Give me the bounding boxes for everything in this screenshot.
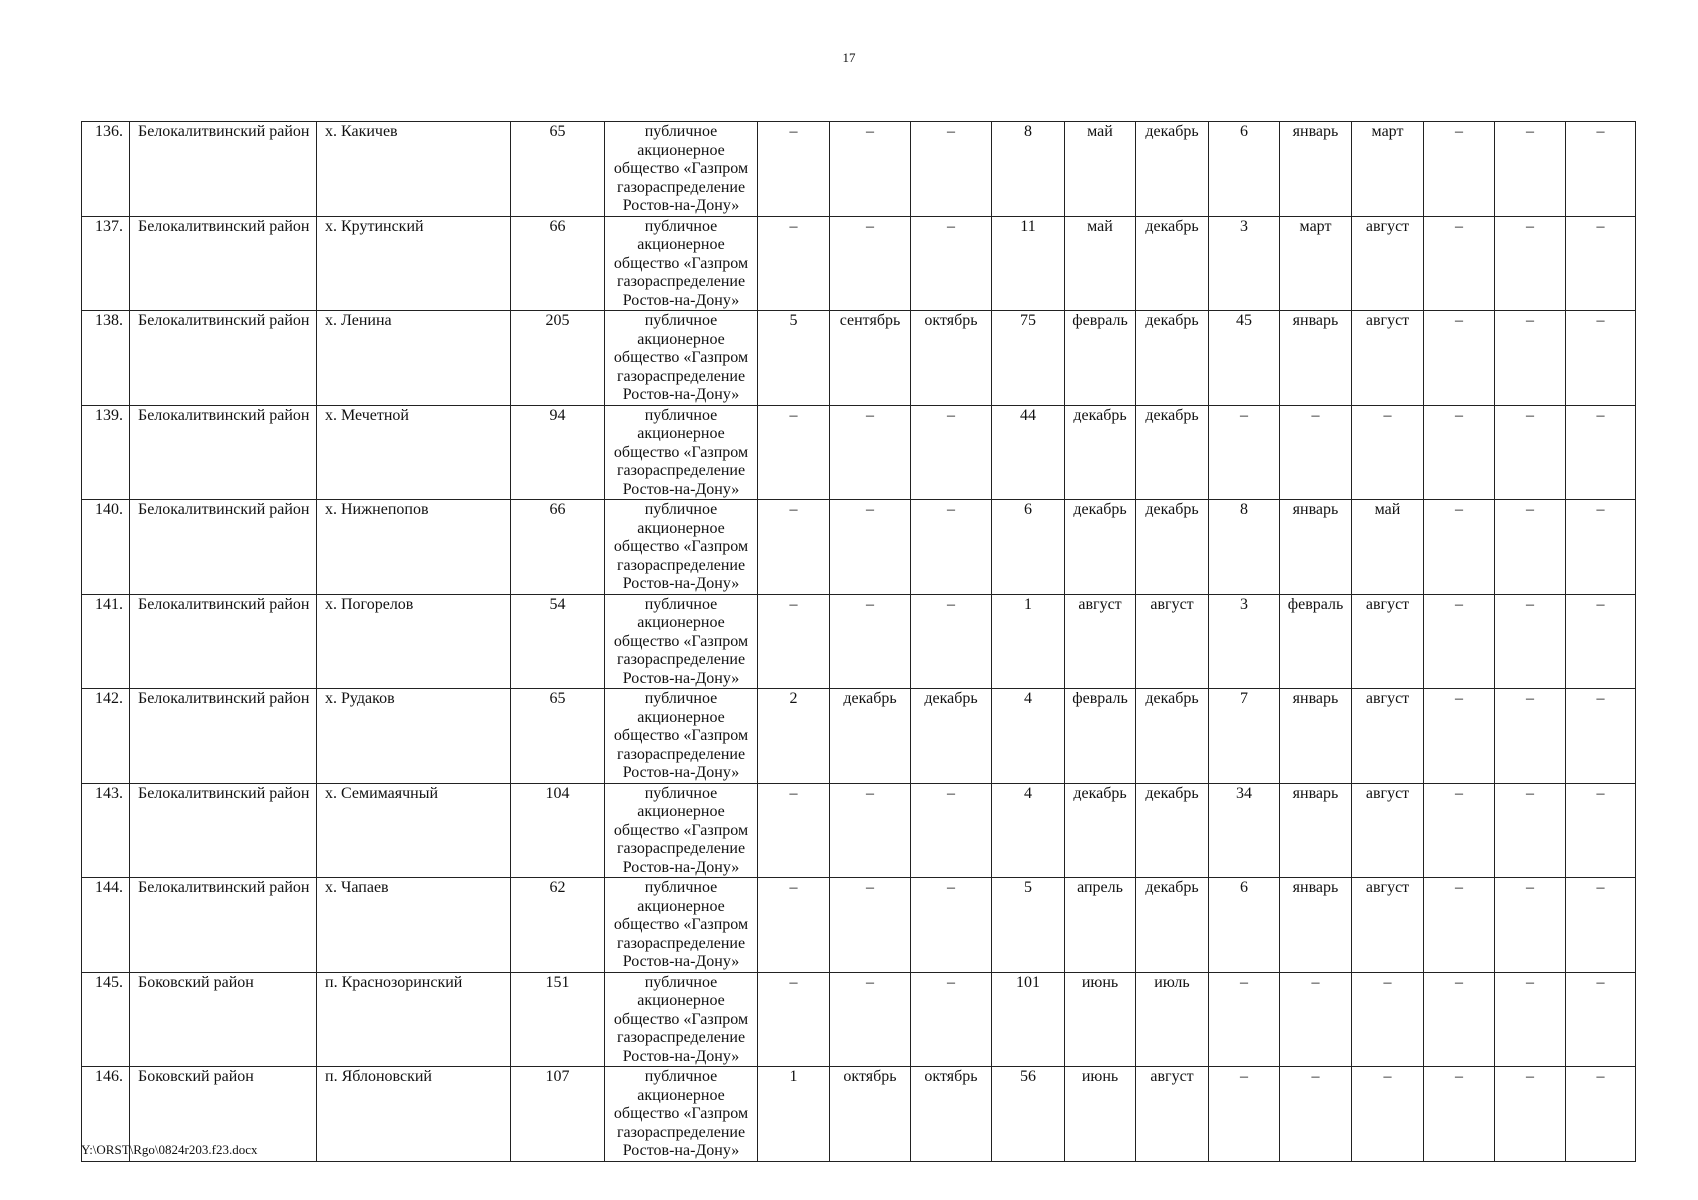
value-cell-4: 75 [992,311,1065,406]
table-row [82,216,1636,311]
value-cell-12: – [1566,311,1636,406]
locality-cell: х. Чапаев [317,878,511,973]
value-cell-3: – [911,500,992,595]
value-cell-5: апрель [1065,878,1136,973]
value-cell-5: декабрь [1065,500,1136,595]
locality-cell: х. Мечетной [317,405,511,500]
organization-cell: публичное акционерное общество «Газпром газораспределение Ростов-на-Дону» [605,1067,758,1162]
value-cell-10: – [1424,1067,1495,1162]
count-cell: 66 [511,500,605,595]
locality-cell: х. Какичев [317,122,511,217]
value-cell-5: август [1065,594,1136,689]
value-cell-11: – [1495,783,1566,878]
value-cell-4: 11 [992,216,1065,311]
value-cell-4: 56 [992,1067,1065,1162]
value-cell-1: – [758,216,830,311]
table-row [82,689,1636,784]
value-cell-7: 6 [1209,122,1280,217]
value-cell-4: 5 [992,878,1065,973]
table-row [82,311,1636,406]
value-cell-7: 45 [1209,311,1280,406]
value-cell-3: – [911,972,992,1067]
value-cell-9: – [1352,405,1424,500]
value-cell-11: – [1495,405,1566,500]
value-cell-6: август [1136,1067,1209,1162]
value-cell-6: декабрь [1136,405,1209,500]
row-number-cell: 140. [82,500,130,595]
page-number: 17 [842,50,856,65]
value-cell-6: декабрь [1136,122,1209,217]
value-cell-2: – [830,122,911,217]
value-cell-9: август [1352,216,1424,311]
count-cell: 107 [511,1067,605,1162]
value-cell-8: март [1280,216,1352,311]
count-cell: 66 [511,216,605,311]
value-cell-1: – [758,405,830,500]
value-cell-6: июль [1136,972,1209,1067]
value-cell-3: – [911,594,992,689]
value-cell-2: – [830,972,911,1067]
value-cell-4: 101 [992,972,1065,1067]
value-cell-5: февраль [1065,311,1136,406]
value-cell-2: – [830,783,911,878]
value-cell-1: – [758,783,830,878]
value-cell-10: – [1424,972,1495,1067]
value-cell-5: май [1065,122,1136,217]
value-cell-10: – [1424,122,1495,217]
row-number-cell: 143. [82,783,130,878]
row-number-cell: 138. [82,311,130,406]
district-cell: Белокалитвинский район [130,783,317,878]
value-cell-3: декабрь [911,689,992,784]
value-cell-6: декабрь [1136,216,1209,311]
value-cell-7: 3 [1209,216,1280,311]
locality-cell: х. Нижнепопов [317,500,511,595]
organization-cell: публичное акционерное общество «Газпром газораспределение Ростов-на-Дону» [605,878,758,973]
value-cell-8: февраль [1280,594,1352,689]
organization-cell: публичное акционерное общество «Газпром газораспределение Ростов-на-Дону» [605,216,758,311]
organization-cell: публичное акционерное общество «Газпром газораспределение Ростов-на-Дону» [605,783,758,878]
value-cell-2: – [830,500,911,595]
row-number-cell: 139. [82,405,130,500]
value-cell-3: – [911,878,992,973]
value-cell-8: – [1280,1067,1352,1162]
value-cell-6: декабрь [1136,311,1209,406]
value-cell-6: август [1136,594,1209,689]
district-cell: Белокалитвинский район [130,594,317,689]
value-cell-9: май [1352,500,1424,595]
value-cell-12: – [1566,122,1636,217]
value-cell-10: – [1424,311,1495,406]
value-cell-8: январь [1280,783,1352,878]
value-cell-7: – [1209,405,1280,500]
value-cell-9: август [1352,594,1424,689]
organization-cell: публичное акционерное общество «Газпром газораспределение Ростов-на-Дону» [605,405,758,500]
value-cell-1: 2 [758,689,830,784]
value-cell-3: – [911,122,992,217]
value-cell-8: январь [1280,500,1352,595]
value-cell-10: – [1424,500,1495,595]
value-cell-9: август [1352,878,1424,973]
locality-cell: х. Погорелов [317,594,511,689]
count-cell: 65 [511,689,605,784]
value-cell-12: – [1566,972,1636,1067]
value-cell-12: – [1566,878,1636,973]
value-cell-9: – [1352,972,1424,1067]
row-number-cell: 144. [82,878,130,973]
count-cell: 65 [511,122,605,217]
value-cell-1: 5 [758,311,830,406]
value-cell-11: – [1495,878,1566,973]
table-body [82,122,1636,1162]
value-cell-1: – [758,878,830,973]
value-cell-11: – [1495,972,1566,1067]
row-number-cell: 145. [82,972,130,1067]
organization-cell: публичное акционерное общество «Газпром газораспределение Ростов-на-Дону» [605,972,758,1067]
value-cell-4: 4 [992,689,1065,784]
value-cell-7: 8 [1209,500,1280,595]
table-row [82,972,1636,1067]
value-cell-1: – [758,972,830,1067]
value-cell-8: январь [1280,122,1352,217]
locality-cell: х. Рудаков [317,689,511,784]
value-cell-4: 44 [992,405,1065,500]
value-cell-12: – [1566,1067,1636,1162]
district-cell: Белокалитвинский район [130,689,317,784]
value-cell-12: – [1566,500,1636,595]
value-cell-10: – [1424,594,1495,689]
locality-cell: х. Семимаячный [317,783,511,878]
value-cell-10: – [1424,783,1495,878]
organization-cell: публичное акционерное общество «Газпром газораспределение Ростов-на-Дону» [605,311,758,406]
locality-cell: п. Яблоновский [317,1067,511,1162]
value-cell-8: январь [1280,689,1352,784]
district-cell: Боковский район [130,972,317,1067]
count-cell: 104 [511,783,605,878]
value-cell-10: – [1424,878,1495,973]
value-cell-11: – [1495,122,1566,217]
organization-cell: публичное акционерное общество «Газпром газораспределение Ростов-на-Дону» [605,122,758,217]
row-number-cell: 142. [82,689,130,784]
table-row [82,122,1636,217]
value-cell-1: – [758,500,830,595]
row-number-cell: 137. [82,216,130,311]
locality-cell: п. Краснозоринский [317,972,511,1067]
value-cell-3: октябрь [911,1067,992,1162]
value-cell-12: – [1566,405,1636,500]
footer-file-path: Y:\ORST\Rgo\0824r203.f23.docx [81,1142,258,1157]
value-cell-7: 34 [1209,783,1280,878]
table-row [82,594,1636,689]
table-row [82,500,1636,595]
value-cell-2: декабрь [830,689,911,784]
value-cell-7: – [1209,1067,1280,1162]
value-cell-11: – [1495,311,1566,406]
value-cell-1: – [758,594,830,689]
count-cell: 151 [511,972,605,1067]
district-cell: Боковский район [130,1067,317,1162]
value-cell-12: – [1566,689,1636,784]
value-cell-6: декабрь [1136,500,1209,595]
value-cell-4: 8 [992,122,1065,217]
value-cell-6: декабрь [1136,689,1209,784]
organization-cell: публичное акционерное общество «Газпром газораспределение Ростов-на-Дону» [605,594,758,689]
value-cell-10: – [1424,689,1495,784]
value-cell-2: – [830,405,911,500]
value-cell-5: май [1065,216,1136,311]
value-cell-3: – [911,783,992,878]
count-cell: 205 [511,311,605,406]
row-number-cell: 146. [82,1067,130,1162]
district-cell: Белокалитвинский район [130,878,317,973]
value-cell-4: 6 [992,500,1065,595]
value-cell-12: – [1566,783,1636,878]
value-cell-7: 3 [1209,594,1280,689]
value-cell-1: – [758,122,830,217]
value-cell-12: – [1566,216,1636,311]
value-cell-7: 7 [1209,689,1280,784]
locality-cell: х. Ленина [317,311,511,406]
value-cell-9: – [1352,1067,1424,1162]
data-table [81,121,1636,1162]
value-cell-5: июнь [1065,1067,1136,1162]
count-cell: 54 [511,594,605,689]
row-number-cell: 141. [82,594,130,689]
value-cell-11: – [1495,689,1566,784]
value-cell-11: – [1495,1067,1566,1162]
value-cell-5: февраль [1065,689,1136,784]
value-cell-2: – [830,878,911,973]
value-cell-8: январь [1280,311,1352,406]
value-cell-5: июнь [1065,972,1136,1067]
value-cell-10: – [1424,216,1495,311]
value-cell-9: август [1352,689,1424,784]
value-cell-7: 6 [1209,878,1280,973]
value-cell-9: март [1352,122,1424,217]
organization-cell: публичное акционерное общество «Газпром газораспределение Ростов-на-Дону» [605,689,758,784]
locality-cell: х. Крутинский [317,216,511,311]
value-cell-5: декабрь [1065,783,1136,878]
value-cell-5: декабрь [1065,405,1136,500]
value-cell-7: – [1209,972,1280,1067]
value-cell-3: – [911,405,992,500]
value-cell-3: – [911,216,992,311]
district-cell: Белокалитвинский район [130,405,317,500]
value-cell-6: декабрь [1136,783,1209,878]
value-cell-8: январь [1280,878,1352,973]
table-row [82,1067,1636,1162]
value-cell-12: – [1566,594,1636,689]
row-number-cell: 136. [82,122,130,217]
value-cell-2: – [830,216,911,311]
value-cell-9: август [1352,783,1424,878]
value-cell-8: – [1280,405,1352,500]
count-cell: 62 [511,878,605,973]
value-cell-10: – [1424,405,1495,500]
district-cell: Белокалитвинский район [130,122,317,217]
value-cell-2: – [830,594,911,689]
value-cell-2: сентябрь [830,311,911,406]
value-cell-3: октябрь [911,311,992,406]
value-cell-11: – [1495,594,1566,689]
organization-cell: публичное акционерное общество «Газпром газораспределение Ростов-на-Дону» [605,500,758,595]
count-cell: 94 [511,405,605,500]
table-row [82,783,1636,878]
district-cell: Белокалитвинский район [130,311,317,406]
value-cell-6: декабрь [1136,878,1209,973]
table-row [82,878,1636,973]
district-cell: Белокалитвинский район [130,216,317,311]
value-cell-11: – [1495,216,1566,311]
value-cell-2: октябрь [830,1067,911,1162]
table-row [82,405,1636,500]
value-cell-4: 4 [992,783,1065,878]
value-cell-11: – [1495,500,1566,595]
value-cell-1: 1 [758,1067,830,1162]
value-cell-4: 1 [992,594,1065,689]
value-cell-9: август [1352,311,1424,406]
district-cell: Белокалитвинский район [130,500,317,595]
value-cell-8: – [1280,972,1352,1067]
